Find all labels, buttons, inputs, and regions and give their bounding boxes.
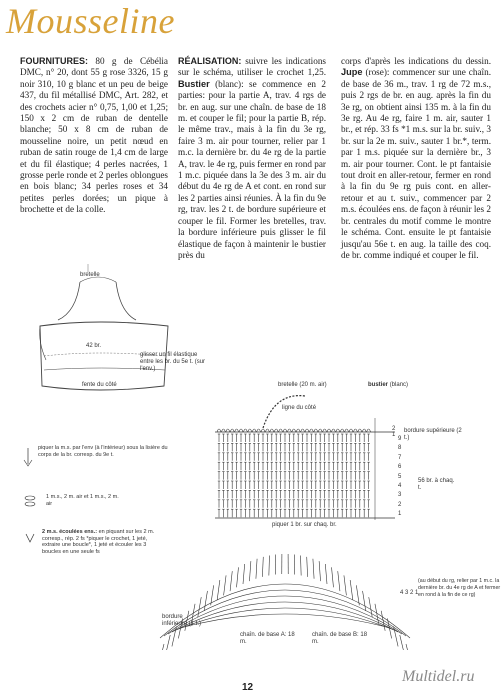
row-number: 7 (398, 454, 402, 461)
skirt-stitch (344, 575, 346, 595)
border-loop (287, 429, 291, 432)
skirt-stitch (249, 561, 250, 581)
skirt-stitch (301, 555, 302, 575)
sketch-elastic-label: glisser un fil élastique entre les br. du 5e t. (sur l'env.) (140, 352, 206, 372)
skirt-note-label: (au début du rg, relier par 1 m.c. la dernière br. du 4e rg de A et fermer en rond à la fin de ce rg) (418, 578, 501, 598)
border-loop (367, 429, 371, 432)
bustier-chart-title-color: (blanc) (389, 382, 409, 388)
border-loop (345, 429, 349, 432)
border-loop (230, 429, 234, 432)
border-loop (257, 429, 261, 432)
border-loop (292, 429, 296, 432)
skirt-stitch (319, 561, 320, 581)
border-loop (252, 429, 256, 432)
bustier-label: Bustier (178, 78, 210, 89)
border-loop (296, 429, 300, 432)
bustier-instructions: (blanc): se commence en 2 parties: pour la partie A, trav. 4 rgs de br. en aug. sur une chaîn. de base de 18 m. et couper le fil; pour la partie B, rép. le même trav., mais à la fin du 3e rg, faire 3 m. air pour tourner, relier par 1 m.c. la dernière br. du 4e rg de la partie A, trav. le 4e rg, puis fermer en rond par 1 m.c. piquée dans la 3e des 3 m. air du début du 4e rg de A et cont. en rond sur les 2 parties ainsi réunies. À la fin du 9e rg, trav. les 2 t. de bordure supérieure et couper le fil. Former les bretelles, trav. la bordure inférieure puis glisser le fil élastique de façon à maintenir le bustier près du (178, 78, 327, 260)
border-loop (261, 429, 265, 432)
skirt-stitch (369, 597, 372, 617)
skirt-stitch (307, 557, 308, 577)
border-loop (309, 429, 313, 432)
row-number: 6 (398, 464, 402, 471)
bustier-strap-label: bretelle (20 m. air) (278, 382, 327, 388)
skirt-stitch (243, 564, 245, 584)
skirt-stitch (338, 571, 340, 591)
skirt-row-arc (180, 614, 390, 628)
border-loop (274, 429, 278, 432)
legend-item-3 (42, 529, 160, 555)
border-loop (336, 429, 340, 432)
border-loop (221, 429, 225, 432)
row-number: 1 (398, 511, 402, 518)
bustier-border-label: bordure supérieure (2 t.) (404, 428, 462, 441)
skirt-border-label: bordure inférieure (1 t.) (162, 614, 202, 627)
skirt-stitch (325, 564, 327, 584)
skirt-stitch (363, 591, 366, 611)
row-number: 3 (398, 492, 402, 499)
jupe-label: Jupe (341, 67, 363, 78)
border-loop (318, 429, 322, 432)
bustier-side-label: ligne du côté (282, 405, 317, 411)
skirt-stitch (165, 635, 170, 650)
instructions-column (178, 56, 326, 261)
skirt-stitch (400, 635, 405, 650)
skirt-stitch (332, 567, 334, 587)
page-number: 12 (242, 682, 254, 693)
skirt-stitch (313, 559, 314, 579)
border-loop (353, 429, 357, 432)
skirt-stitch (230, 571, 232, 591)
border-loop (323, 429, 327, 432)
row-number: 8 (398, 445, 402, 452)
skirt-row-arc (164, 590, 406, 636)
border-loop (314, 429, 318, 432)
bustier-continued: corps d'après les indications du dessin. (341, 56, 491, 66)
bustier-base-label: piquer 1 br. sur chaq. br. (272, 522, 337, 528)
sketch-bretelle-label: bretelle (80, 272, 100, 278)
border-loop (327, 429, 331, 432)
border-loop (340, 429, 344, 432)
border-loop (279, 429, 283, 432)
border-loop (226, 429, 230, 432)
legend-symbols (18, 446, 42, 556)
skirt-stitch (256, 559, 257, 579)
skirt-stitch (204, 591, 207, 611)
border-loop (362, 429, 366, 432)
bustier-chart-title-text: bustier (368, 382, 389, 388)
border-loop (248, 429, 252, 432)
skirt-stitch (159, 644, 164, 650)
bustier-height-label: 56 br. à chaq. t. (418, 478, 455, 491)
skirt-instructions: (rose): commencer sur une chaîn. de base de 36 m., trav. 1 rg de 72 m.s., puis 2 rgs de br. en aug. après la fin du 3e rg, on obtient ainsi 135 m. à la fin du 3e rg. Au 4e rg, faire 1 m. air, sauter 1 br., et rép. 33 fs *1 m.s. sur la br. suiv., 3 br. sur la 2e m. suiv., sauter 1 br.*, term. par 1 m.s. piquée sur la dernière br., 3 m. air pour tourner. Cont. le pt fantaisie tout droit en aller-retour, fermer en rond à la fin du 9e rg puis cont. en aller-retour et au t. suiv., commencer par 2 m.s. écoulées ens. de façon à réunir les 2 br. centrales du motif comme le montre le schéma. Cont. ensuite le pt fantaisie jusqu'au 56e t. en aug. la taille des coq. de br. comme indiqué et couper le fil. (341, 67, 491, 260)
skirt-column (341, 56, 491, 261)
border-loop (243, 429, 247, 432)
border-loop (265, 429, 269, 432)
bustier-chart-title (368, 382, 408, 389)
row-number: 5 (398, 473, 402, 480)
supplies-text: 80 g de Cébélia DMC, n° 20, dont 55 g rose 3326, 15 g noir 310, 10 g blanc et un peu de beige 437, du fil métallisé DMC, Art. 282, et des crochets acier n° 0,75, 1,00 et 1,25; 150 x 2 cm de ruban de dentelle blanche; 50 x 8 cm de ruban de mousseline noire, un petit nœud en ruban de satin rouge de 1,4 cm de large et du fil élastique; 4 perles nacrées, 1 grosse perle ronde et 2 perles oblongues en bois blanc; 34 perles roses et 34 petites perles dorées; un pique à brochette et de la colle. (20, 56, 169, 215)
row-number: 2 (398, 501, 402, 508)
instructions-heading: RÉALISATION: (178, 56, 242, 66)
border-loop (301, 429, 305, 432)
supplies-heading: FOURNITURES: (20, 56, 88, 66)
border-loop (270, 429, 274, 432)
skirt-row-arc (176, 608, 394, 630)
skirt-base-a-label: chaîn. de base A: 18 m. (240, 632, 295, 645)
row-number: 4 (398, 483, 402, 489)
skirt-stitch (262, 557, 263, 577)
border-row-number: 1 (392, 432, 396, 438)
border-loop (235, 429, 239, 432)
supplies-column (20, 56, 168, 216)
border-loop (305, 429, 309, 432)
bustier-sketch (18, 262, 198, 402)
legend-item-3-text: en piquant sur les 2 m. corresp., rép. 2 fs *piquer le crochet, 1 jeté, extraire une boucle*, 1 jeté et écouler les 3 boucles en une seule fs (42, 529, 155, 555)
skirt-rows-label: 4 3 2 1 (400, 590, 419, 596)
border-loop (217, 429, 221, 432)
legend-item-3-title: 2 m.s. écoulées ens.: (42, 529, 98, 535)
watermark-text: Multidel.ru (402, 668, 475, 685)
border-loop (331, 429, 335, 432)
sketch-width-label: 42 br. (86, 343, 102, 349)
skirt-base-b-label: chaîn. de base B: 18 m. (312, 632, 368, 645)
instructions-intro: suivre les indications sur le schéma, utiliser le crochet 1,25. (178, 56, 326, 78)
sketch-side-label: fente du côté (82, 382, 117, 388)
legend-item-2: 1 m.s., 2 m. air et 1 m.s., 2 m. air (46, 494, 119, 507)
row-number: 9 (398, 436, 402, 442)
skirt-stitch (350, 580, 353, 600)
skirt-stitch (406, 644, 411, 650)
page-title: Mousseline (6, 1, 175, 41)
skirt-stitch (217, 580, 220, 600)
border-row-number: 2 (392, 426, 396, 432)
border-loop (283, 429, 287, 432)
border-loop (358, 429, 362, 432)
skirt-stitch (224, 575, 226, 595)
skirt-row-arc (160, 584, 410, 638)
border-loop (239, 429, 243, 432)
legend-item-1: piquer la m.s. par l'env (à l'intérieur) sous la lisière du corps de la br. corresp. du 9e t. (38, 445, 168, 458)
skirt-stitch (269, 555, 270, 575)
skirt-stitch (237, 567, 239, 587)
border-loop (349, 429, 353, 432)
